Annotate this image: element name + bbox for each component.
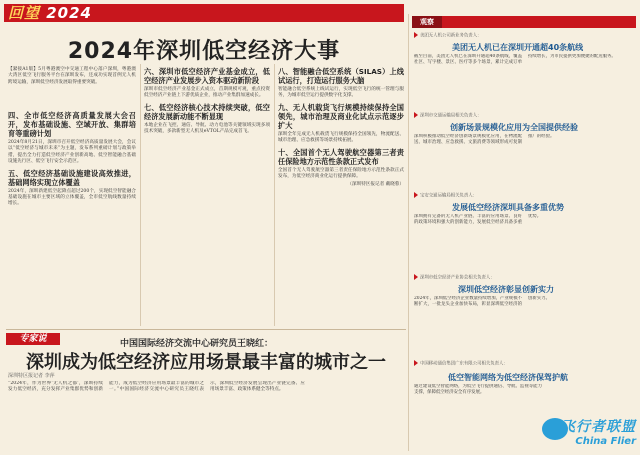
- expert-byline: 深圳特区报记者 李萍: [8, 373, 55, 379]
- section-heading: 五、低空经济基础设施建设高效推进，基础网络实现立体覆盖: [8, 168, 136, 187]
- watermark-en: China Flier: [575, 436, 636, 447]
- sidebar-header-bar: [412, 16, 636, 28]
- section-text: 智能融合低空系统上线试运行，实现低空飞行的统一管理与服务，为城市低空运行提供数字化支撑。: [278, 87, 404, 99]
- section-text: 2024年，深圳新建低空起降点超过200个，实现低空智能融合基础设施在城市主要区域的立体覆盖，全市低空航线数量持续增长。: [8, 188, 136, 207]
- sidebar-headline-5: 低空智能网络为低空经济保驾护航: [448, 373, 568, 382]
- sidebar-source-5: 中国移动通信集团广东有限公司相关负责人：: [414, 360, 508, 367]
- section-heading: 四、全市低空经济高质量发展大会召开，发布基础设施、空域开放、集群培育等重磅计划: [8, 111, 136, 138]
- triangle-icon: [414, 360, 418, 366]
- article-column-3: [278, 64, 404, 326]
- sidebar-body-4: 2024年，深圳低空经济企业数量持续增加，产业规模不断扩大，一批龙头企业加快布局，彰显深圳低空经济的创新实力。: [414, 296, 550, 308]
- sidebar-source-4: 深圳市低空经济产业协会相关负责人：: [414, 274, 495, 281]
- sidebar-source-3: 宝安交通运输局相关负责人：: [414, 192, 477, 199]
- page-divider: [408, 14, 409, 451]
- section-text: 深圳市低空经济产业基金正式成立，首期规模可观，重点投资低空经济产业链上下游优质企业，推动产业集群加速成长。: [144, 87, 270, 99]
- section-heading: 六、深圳市低空经济产业基金成立，低空经济产业发展步入资本驱动新阶段: [144, 67, 270, 85]
- column-divider: [140, 64, 141, 326]
- section-heading: 十、全国首个无人驾驶航空器第三者责任保险地方示范性条款正式发布: [278, 147, 404, 166]
- expert-article-body: [8, 381, 406, 451]
- triangle-icon: [414, 32, 418, 38]
- section-divider: [6, 329, 406, 330]
- sidebar-body-2: 深圳积极推动低空经济创新场景规模化应用，在物流配送、城市治理、应急救援、文旅消费等领域形成可复制推广的经验。: [414, 134, 555, 146]
- sidebar-source-2: 深圳市交通运输局相关负责人：: [414, 112, 481, 119]
- section-text: 深圳全年完成无人机载货飞行规模保持全国领先，物流配送、城市治理、应急救援等场景持续拓展。: [278, 131, 404, 144]
- sidebar-source-1: 美团无人机公司新业务负责人：: [414, 32, 481, 39]
- watermark: [561, 416, 636, 447]
- section-heading: 八、智能融合低空系统（SILAS）上线试运行，打造运行服务大脑: [278, 67, 404, 85]
- sidebar-headline-2: 创新场景规模化应用为全国提供经验: [450, 123, 578, 132]
- sidebar-headline-4: 深圳低空经济彰显创新实力: [458, 285, 554, 294]
- header-label: 回望: [8, 4, 41, 22]
- intro-paragraph: 【紧接A1版】5月粤港澳空中交通工程中心落户深圳，粤港澳大湾区低空飞行服务平台在深圳发布，还成功实现首例无人机跨境运输，深圳低空经济发展取得重要突破。: [8, 67, 136, 85]
- sidebar-headline-1: 美团无人机已在深圳开通超40条航线: [452, 43, 584, 52]
- expert-headline: 深圳成为低空经济应用场景最丰富的城市之一: [26, 352, 386, 373]
- expert-text: “2024年，作为世界‘无人机之都’，深圳持续发力低空经济，充分发挥产业集群优势和创新能力，成为低空经济应用场景最丰富的城市之一。”中国国际经济交流中心研究员王晓红表示，深圳低空经济发展呈现出产业链完备、应用场景丰富、政策体系健全等特点。: [8, 381, 305, 393]
- section-heading: 七、低空经济核心技术持续突破，低空经济发展新动能不断显现: [144, 102, 270, 121]
- triangle-icon: [414, 112, 418, 118]
- article-column-2: [144, 64, 270, 326]
- sidebar-body-1: 截至目前，美团无人机已在深圳开通超40条航线，覆盖社区、写字楼、景区、医疗等多个场景，累计完成订单持续增长，为市民提供更加便捷的配送服务。: [414, 54, 616, 66]
- credit-line: （深圳特区报记者 戴晓蓉）: [347, 182, 404, 188]
- expert-tag: 专家说: [6, 333, 60, 345]
- expert-subtitle: 中国国际经济交流中心研究员王晓红：: [120, 339, 274, 349]
- section-text: 2024年8月21日，深圳市召开低空经济高质量发展大会，会议以“低空经济与城市未来”为主题，发布系列重磅计划与政策举措，提出全力打造低空经济产业创新高地、低空智能融合基础设施先行区、低空飞行安全示范区。: [8, 140, 136, 165]
- section-text: 全国首个无人驾驶航空器第三者责任保险地方示范性条款正式发布，为低空经济商业化运行提供保障。: [278, 167, 404, 180]
- section-header-bar: [4, 4, 404, 22]
- article-column-1: [8, 108, 136, 326]
- column-divider: [274, 64, 275, 326]
- watermark-cn: 飞行者联盟: [561, 419, 636, 435]
- section-text: 本地企业在飞控、通信、导航、动力电池等关键领域实现多项技术突破，多款新型无人机及eVTOL产品完成首飞。: [144, 122, 270, 135]
- triangle-icon: [414, 274, 418, 280]
- section-header-title: [8, 4, 92, 22]
- page-title: 2024年深圳低空经济大事: [67, 39, 341, 64]
- header-year: 2024: [46, 4, 92, 22]
- sidebar-tag: 观察: [412, 16, 442, 28]
- sidebar-body-3: 深圳拥有完备的无人机产业链、丰富的应用场景、良好的政策环境和强大的创新能力，发展低空经济具备多重优势。: [414, 214, 542, 226]
- triangle-icon: [414, 192, 418, 198]
- sidebar-body-5: 通过建设低空智能网络，为低空飞行提供通信、导航、监视等能力支撑，保障低空经济安全有序发展。: [414, 384, 542, 396]
- sidebar-headline-3: 发展低空经济深圳具备多重优势: [452, 203, 564, 212]
- section-heading: 九、无人机载货飞行规模持续保持全国领先，城市治理及商业化试点示范逐步扩大: [278, 102, 404, 130]
